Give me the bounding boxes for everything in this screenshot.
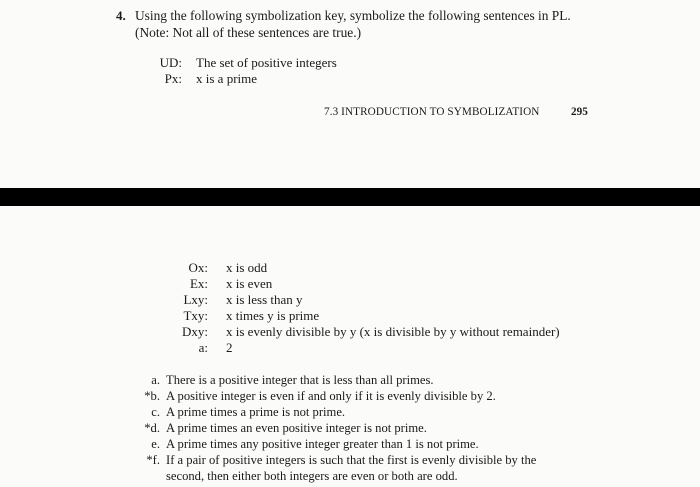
item-text: second, then either both integers are even or both are odd. [166,469,458,483]
key-symbol: Lxy: [183,292,208,307]
item-text: A positive integer is even if and only if it is evenly divisible by 2. [166,389,496,403]
key-symbol: Dxy: [182,324,208,339]
item-text: A prime times an even positive integer is not prime. [166,421,427,435]
key-symbol: UD: [159,55,182,70]
item-label: *d. [144,421,160,435]
key-meaning: The set of positive integers [196,55,337,70]
item-text: A prime times a prime is not prime. [166,405,346,419]
item-label: *b. [144,389,160,403]
question-text-line1: Using the following symbolization key, symbolize the following sentences in PL. [135,8,571,23]
key-symbol: Px: [164,71,182,86]
item-text: If a pair of positive integers is such that the first is evenly divisible by the [166,453,537,467]
key-symbol: a: [198,340,208,355]
key-symbol: Ex: [189,276,208,291]
question-number: 4. [116,8,126,23]
key-meaning: x is evenly divisible by y (x is divisible by y without remainder) [226,324,560,339]
item-text: There is a positive integer that is less than all primes. [166,373,434,387]
key-meaning: x is odd [226,260,268,275]
running-head-title: 7.3 INTRODUCTION TO SYMBOLIZATION [324,106,540,118]
question-text-line2: (Note: Not all of these sentences are true.) [135,25,362,40]
key-meaning: x is a prime [196,71,258,86]
page-bottom [0,206,700,487]
key-meaning: x times y is prime [226,308,320,323]
key-symbol: Ox: [188,260,208,275]
key-meaning: 2 [226,340,233,355]
page-top [0,0,700,188]
page-number: 295 [571,106,588,118]
item-label: a. [151,373,160,387]
key-symbol: Txy: [183,308,208,323]
key-meaning: x is even [226,276,273,291]
item-label: *f. [146,453,160,467]
item-label: c. [151,405,160,419]
key-meaning: x is less than y [226,292,303,307]
item-label: e. [151,437,160,451]
item-text: A prime times any positive integer greater than 1 is not prime. [166,437,479,451]
